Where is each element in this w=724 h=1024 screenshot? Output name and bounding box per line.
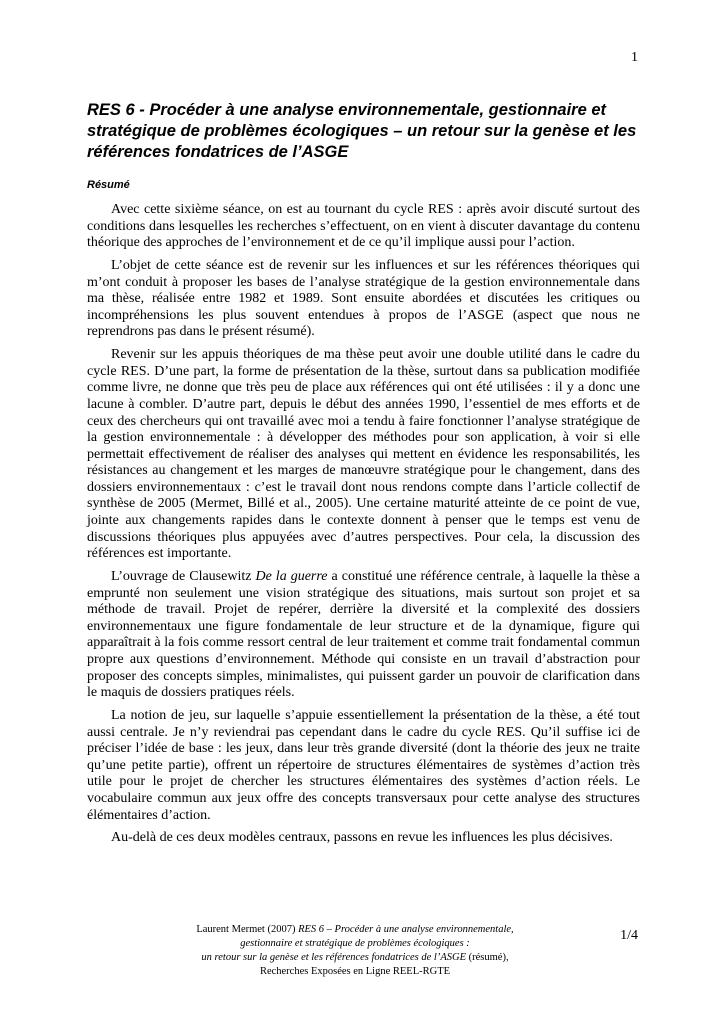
page-number: 1 — [631, 50, 638, 65]
footer-line — [160, 923, 550, 937]
paragraph — [87, 569, 640, 702]
paragraph: L’objet de cette séance est de revenir sur les influences et sur les références théoriques qui m’ont conduit à proposer les bases de l’analyse stratégique de la gestion environnementale dans ma thèse, réalisée entre 1982 et 1989. Sont ensuite abordées et discutées les critiques ou incompréhensions les plus souvent entendues à propos de l’ASGE (aspect que nous ne reprendrons pas dans le présent résumé). — [87, 257, 640, 340]
document-title: RES 6 - Procéder à une analyse environnementale, gestionnaire et stratégique de problèmes écologiques – un retour sur la genèse et les références fondatrices de l’ASGE — [87, 101, 637, 161]
paragraph-text: L’ouvrage de Clausewitz — [111, 569, 256, 585]
footer-line — [160, 937, 550, 951]
paragraph: Revenir sur les appuis théoriques de ma thèse peut avoir une double utilité dans le cadre du cycle RES. D’une part, la forme de présentation de la thèse, surtout dans sa publication modifiée comme livre, ne donne que très peu de place aux références qui ont été utilisées : il y a donc une lacune à combler. D’autre part, depuis le début des années 1990, l’essentiel de mes efforts et de ceux des chercheurs qui ont travaillé avec moi a tendu à faire fonctionner l’analyse stratégique de la gestion environnementale : à développer des méthodes pour son application, à voir si elle permettait effectivement de réaliser des analyses qui mettent en évidence les responsabilités, les résistances au changement et les marges de manœuvre stratégique pour le changement, dans des dossiers environnementaux : c’est le travail dont nous rendons compte dans l’article collectif de synthèse de 2005 (Mermet, Billé et al., 2005). Une certaine maturité atteinte de ce point de vue, jointe aux changements rapides dans le contexte donnent à penser que le temps est venu de discussions théoriques plus appuyées avec d’autres perspectives. Pour cela, la discussion des références est importante. — [87, 347, 640, 562]
footer-italic: RES 6 – Procéder à une analyse environnementale, — [298, 924, 514, 935]
footer-suffix: (résumé), — [466, 952, 509, 963]
footer-line — [160, 951, 550, 965]
paragraph-text: a constitué une référence centrale, à laquelle la thèse a emprunté non seulement une vision stratégique des situations, mais surtout son projet et sa méthode de travail. Projet de repérer, derrière la diversité et la complexité des dossiers environnementaux une figure fondamentale de leur structure et de la dynamique, figure qui apparaîtrait à la fois comme ressort central de leur traitement et comme trait fondamental commun propre aux questions d’environnement. Méthode qui consiste en un travail d’abstraction pour proposer des concepts simples, minimalistes, qui puissent garder un pouvoir de clarification dans le maquis de dossiers pratiques réels. — [87, 569, 640, 701]
footer-author: Laurent Mermet (2007) — [196, 924, 299, 935]
footer-page-number: 1/4 — [620, 928, 638, 943]
document-body — [87, 202, 640, 853]
footer-citation — [160, 923, 550, 979]
book-title: De la guerre — [255, 569, 328, 585]
footer-italic: un retour sur la genèse et les références fondatrices de l’ASGE — [201, 952, 466, 963]
paragraph: Avec cette sixième séance, on est au tournant du cycle RES : après avoir discuté surtout des conditions dans lesquelles les recherches s’effectuent, on en vient à discuter davantage du contenu théorique des approches de l’environnement et de ce qu’il implique aussi pour l’action. — [87, 202, 640, 251]
footer-line: Recherches Exposées en Ligne REEL-RGTE — [259, 966, 451, 977]
paragraph: Au-delà de ces deux modèles centraux, passons en revue les influences les plus décisives. — [111, 830, 613, 846]
paragraph: La notion de jeu, sur laquelle s’appuie essentiellement la présentation de la thèse, a été tout aussi centrale. Je n’y reviendrai pas cependant dans le cadre du cycle RES. Qu’il suffise ici de préciser l’idée de base : les jeux, dans leur très grande diversité (dont la théorie des jeux ne traite qu’une petite partie), offrent un répertoire de structures élémentaires de systèmes d’action très utile pour le projet de chercher les structures élémentaires des systèmes d’action réels. Le vocabulaire commun aux jeux offre des concepts transversaux pour cette analyse des structures élémentaires d’action. — [87, 707, 640, 823]
footer-italic: gestionnaire et stratégique de problèmes écologiques : — [240, 938, 470, 949]
section-heading: Résumé — [87, 179, 130, 191]
